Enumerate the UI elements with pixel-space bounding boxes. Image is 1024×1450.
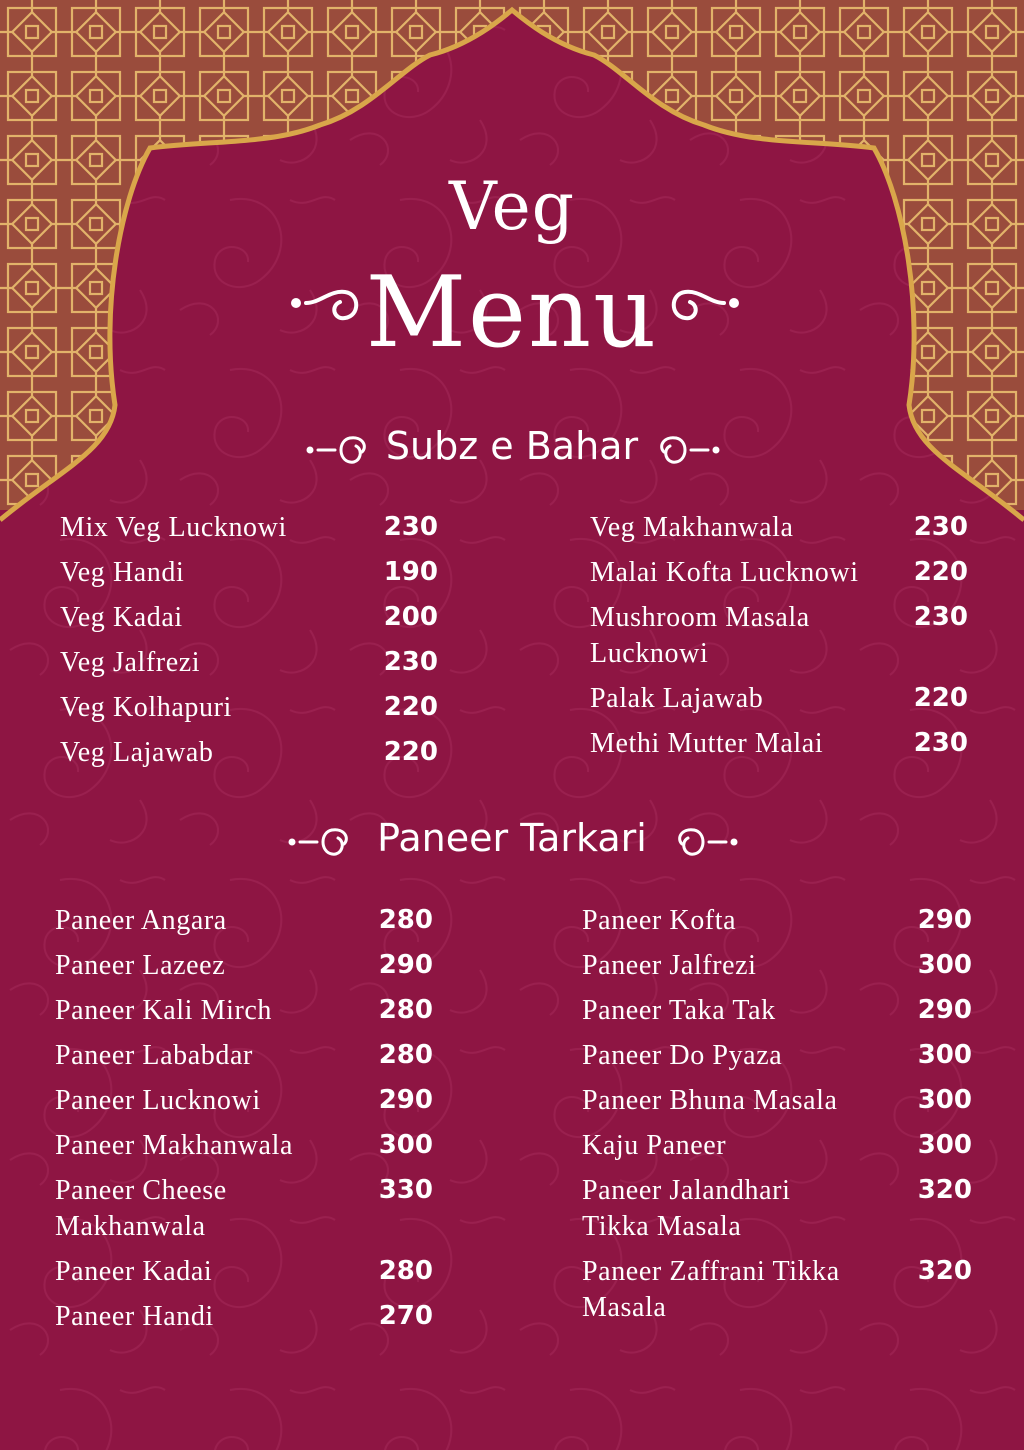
- menu-item: [55, 1038, 433, 1074]
- section-2-left-column: [55, 903, 433, 1344]
- section-1-left-column: [60, 510, 438, 780]
- menu-item-name: Veg Kolhapuri: [60, 692, 232, 723]
- menu-item-name: Paneer Kadai: [55, 1256, 213, 1287]
- section-heading-subz-e-bahar: [0, 424, 1024, 468]
- menu-item-price: 280: [378, 1256, 433, 1286]
- menu-item: [590, 600, 968, 672]
- menu-item-price: 220: [913, 683, 968, 713]
- menu-item-name: Paneer Handi: [55, 1301, 214, 1332]
- section-2-right-column: [582, 903, 972, 1335]
- menu-item-price: 280: [378, 1040, 433, 1070]
- menu-item: [60, 555, 438, 591]
- menu-item-name: Veg Handi: [60, 557, 185, 588]
- menu-item: [55, 948, 433, 984]
- menu-item-price: 230: [913, 512, 968, 542]
- menu-item-price: 230: [383, 512, 438, 542]
- menu-item-name: Paneer Taka Tak: [582, 995, 776, 1026]
- menu-item-price: 320: [917, 1256, 972, 1286]
- menu-item: [582, 1254, 972, 1326]
- menu-item: [582, 1128, 972, 1164]
- section-heading-label: Subz e Bahar: [385, 424, 639, 468]
- menu-item-name: Paneer Makhanwala: [55, 1130, 293, 1161]
- menu-item-price: 190: [383, 557, 438, 587]
- title-veg: Veg: [449, 168, 575, 245]
- menu-item: [60, 600, 438, 636]
- menu-item: [582, 1038, 972, 1074]
- menu-item-name: Veg Lajawab: [60, 737, 214, 768]
- menu-item-price: 200: [383, 602, 438, 632]
- menu-item-price: 280: [378, 995, 433, 1025]
- menu-item-name: Paneer Kofta: [582, 905, 737, 936]
- menu-item-name: Palak Lajawab: [590, 683, 764, 714]
- menu-item-name: Veg Kadai: [60, 602, 183, 633]
- menu-item-name: Paneer Cheese Makhanwala: [55, 1175, 227, 1242]
- menu-item-price: 220: [913, 557, 968, 587]
- menu-item: [582, 1173, 972, 1245]
- menu-item-name: Kaju Paneer: [582, 1130, 727, 1161]
- menu-item: [590, 681, 968, 717]
- menu-item-name: Paneer Lazeez: [55, 950, 226, 981]
- menu-item: [55, 903, 433, 939]
- menu-item-price: 290: [917, 995, 972, 1025]
- section-heading-paneer-tarkari: [0, 816, 1024, 860]
- menu-item: [55, 993, 433, 1029]
- menu-item-price: 270: [378, 1301, 433, 1331]
- menu-item-name: Mushroom Masala Lucknowi: [590, 602, 810, 669]
- section-heading-label: Paneer Tarkari: [377, 816, 647, 860]
- menu-item-name: Paneer Jalandhari Tikka Masala: [582, 1175, 791, 1242]
- menu-item-name: Paneer Lababdar: [55, 1040, 253, 1071]
- menu-item-price: 290: [378, 950, 433, 980]
- menu-item-price: 280: [378, 905, 433, 935]
- menu-item: [55, 1173, 433, 1245]
- menu-item-price: 300: [917, 1040, 972, 1070]
- menu-item: [590, 726, 968, 762]
- menu-item-price: 220: [383, 692, 438, 722]
- menu-item-price: 300: [917, 1085, 972, 1115]
- menu-item: [60, 735, 438, 771]
- menu-item: [55, 1083, 433, 1119]
- menu-item: [582, 1083, 972, 1119]
- menu-item-name: Paneer Bhuna Masala: [582, 1085, 838, 1116]
- menu-item-price: 230: [913, 602, 968, 632]
- menu-item-name: Malai Kofta Lucknowi: [590, 557, 859, 588]
- menu-item-price: 290: [917, 905, 972, 935]
- menu-item-price: 230: [383, 647, 438, 677]
- menu-item-price: 300: [917, 1130, 972, 1160]
- menu-item-price: 290: [378, 1085, 433, 1115]
- menu-item: [582, 903, 972, 939]
- menu-item: [55, 1128, 433, 1164]
- menu-item-name: Paneer Do Pyaza: [582, 1040, 783, 1071]
- section-1-right-column: [590, 510, 968, 771]
- menu-item: [590, 555, 968, 591]
- menu-item-price: 320: [917, 1175, 972, 1205]
- menu-item: [55, 1254, 433, 1290]
- menu-item: [60, 645, 438, 681]
- menu-item: [582, 993, 972, 1029]
- menu-item-name: Veg Jalfrezi: [60, 647, 201, 678]
- menu-item-price: 300: [378, 1130, 433, 1160]
- menu-item-price: 330: [378, 1175, 433, 1205]
- menu-item-name: Paneer Zaffrani Tikka Masala: [582, 1256, 840, 1323]
- menu-item: [590, 510, 968, 546]
- menu-item-name: Paneer Lucknowi: [55, 1085, 261, 1116]
- menu-item-name: Veg Makhanwala: [590, 512, 794, 543]
- menu-item-price: 230: [913, 728, 968, 758]
- menu-item: [60, 690, 438, 726]
- menu-item-name: Methi Mutter Malai: [590, 728, 824, 759]
- menu-item: [60, 510, 438, 546]
- menu-item-name: Paneer Jalfrezi: [582, 950, 757, 981]
- menu-item: [55, 1299, 433, 1335]
- title-menu: Menu: [365, 256, 659, 370]
- menu-item-name: Paneer Angara: [55, 905, 227, 936]
- menu-item-name: Mix Veg Lucknowi: [60, 512, 287, 543]
- menu-item: [582, 948, 972, 984]
- menu-item-price: 220: [383, 737, 438, 767]
- menu-item-price: 300: [917, 950, 972, 980]
- menu-item-name: Paneer Kali Mirch: [55, 995, 273, 1026]
